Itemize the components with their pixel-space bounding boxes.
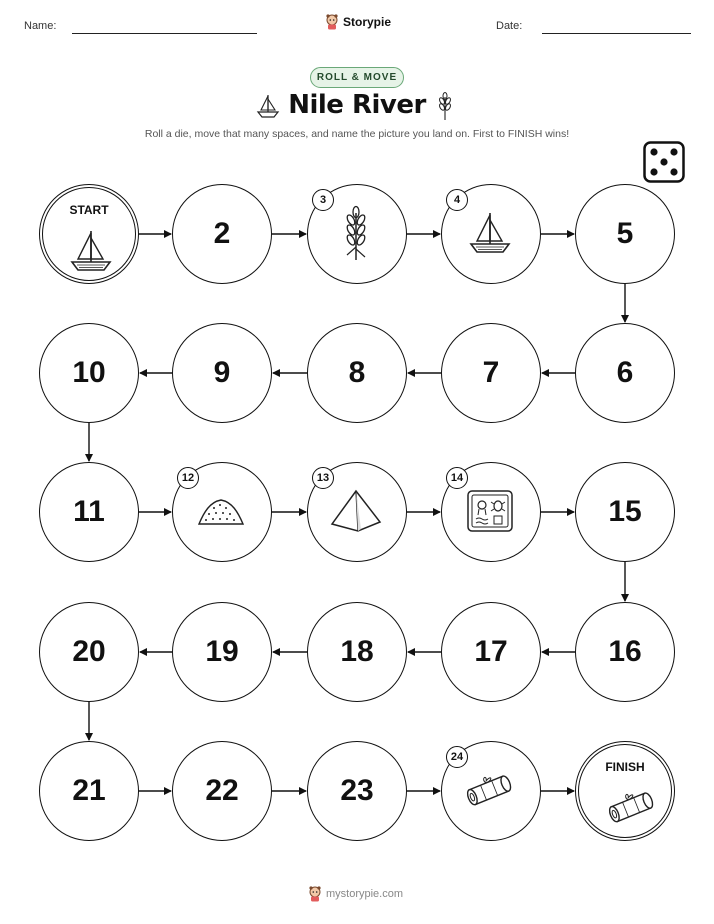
space-number-badge: 12 xyxy=(177,467,199,489)
space-label: START xyxy=(69,203,109,217)
space-number: 16 xyxy=(608,635,642,668)
sailboat-icon xyxy=(69,228,113,279)
footer-site: mystorypie.com xyxy=(326,888,404,900)
space-number: 6 xyxy=(616,356,634,389)
space-number: 7 xyxy=(482,356,500,389)
space-number-badge: 24 xyxy=(446,746,468,768)
board-space xyxy=(441,602,541,702)
board-space xyxy=(172,184,272,284)
space-number-badge: 4 xyxy=(446,189,468,211)
space-number: 15 xyxy=(608,495,642,528)
board-space xyxy=(441,323,541,423)
mascot-icon xyxy=(308,886,322,902)
space-number-badge: 13 xyxy=(312,467,334,489)
space-number: 2 xyxy=(213,217,231,250)
space-number: 5 xyxy=(616,217,634,250)
space-number: 18 xyxy=(340,635,374,668)
name-label: Name: xyxy=(24,20,57,32)
space-number: 23 xyxy=(340,774,374,807)
board-space xyxy=(307,462,407,562)
board-space xyxy=(307,184,407,284)
pyramid-icon xyxy=(328,488,384,539)
space-number-badge: 14 xyxy=(446,467,468,489)
board-space xyxy=(575,184,675,284)
brand-name: Storypie xyxy=(343,15,392,29)
space-number: 22 xyxy=(205,774,239,807)
board-space xyxy=(39,741,139,841)
space-number: 21 xyxy=(72,774,106,807)
papyrus-scroll-icon xyxy=(605,785,659,834)
space-number: 11 xyxy=(73,495,105,528)
sailboat-icon xyxy=(468,210,512,261)
board-space xyxy=(172,462,272,562)
board-space xyxy=(172,741,272,841)
board-space xyxy=(575,323,675,423)
sand-pile-icon xyxy=(196,494,246,533)
date-label: Date: xyxy=(496,20,523,32)
space-number: 10 xyxy=(72,356,106,389)
board-space xyxy=(172,323,272,423)
board-space-finish xyxy=(575,741,675,841)
board-space xyxy=(307,741,407,841)
space-number: 19 xyxy=(205,635,239,668)
space-number: 9 xyxy=(213,356,231,389)
board-space-start xyxy=(39,184,139,284)
board-space xyxy=(39,323,139,423)
footer xyxy=(308,886,403,902)
space-number: 17 xyxy=(474,635,508,668)
hieroglyph-icon xyxy=(466,489,514,538)
board-space xyxy=(441,184,541,284)
board-space xyxy=(575,462,675,562)
board-space xyxy=(441,462,541,562)
board-space xyxy=(575,602,675,702)
board-space xyxy=(39,462,139,562)
wheat-icon xyxy=(341,205,371,266)
space-number: 20 xyxy=(72,635,106,668)
board-space xyxy=(307,602,407,702)
page-title: Nile River xyxy=(288,90,426,120)
board-space xyxy=(441,741,541,841)
papyrus-scroll-icon xyxy=(463,768,517,817)
instructions: Roll a die, move that many spaces, and name the picture you land on. First to FINISH wins! xyxy=(144,128,570,140)
game-type-tag: ROLL & MOVE xyxy=(310,67,404,88)
space-label: FINISH xyxy=(605,760,645,774)
board-space xyxy=(39,602,139,702)
space-number-badge: 3 xyxy=(312,189,334,211)
board-space xyxy=(172,602,272,702)
space-number: 8 xyxy=(348,356,366,389)
board-space xyxy=(307,323,407,423)
